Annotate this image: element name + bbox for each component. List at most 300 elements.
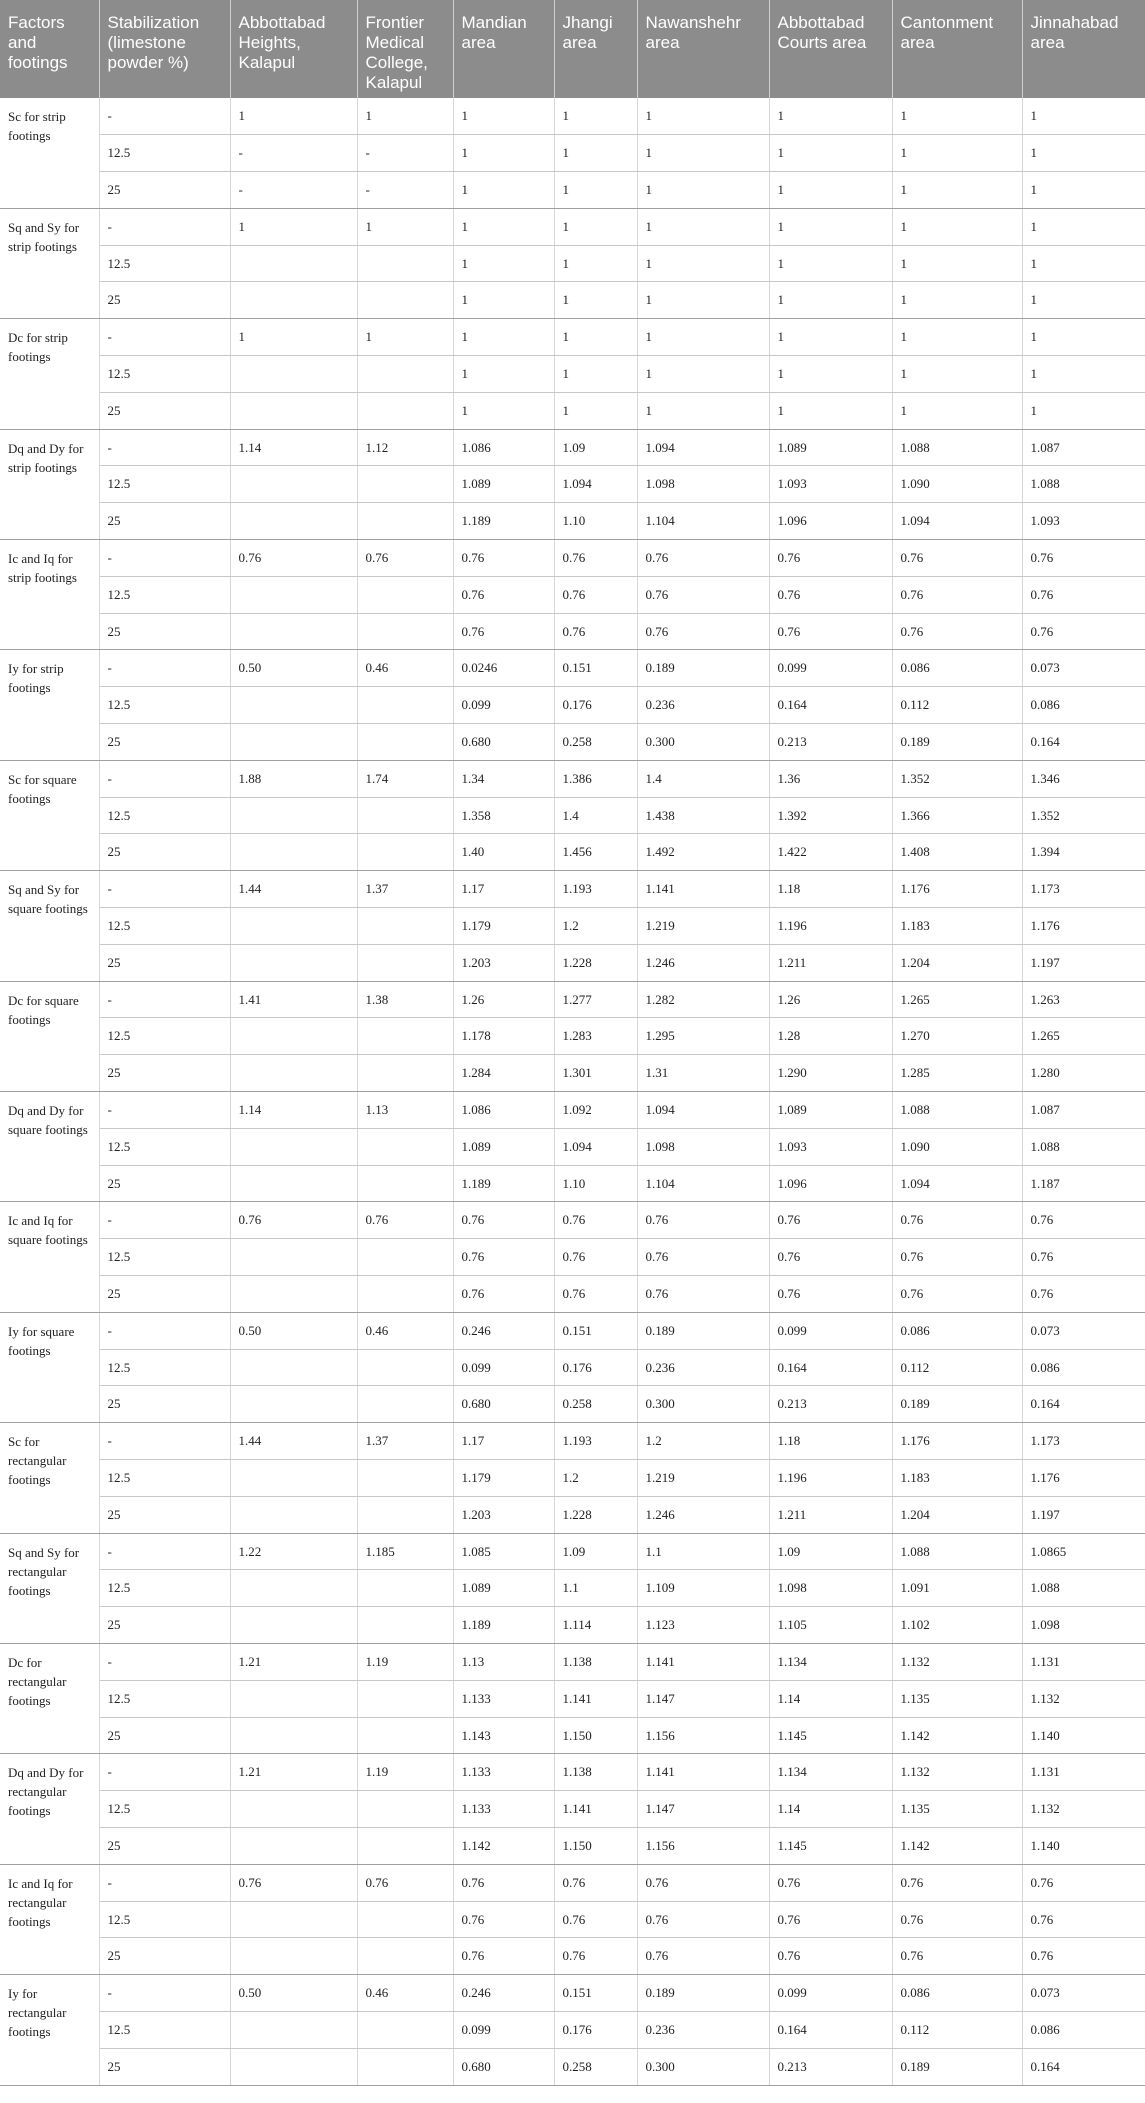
table-row <box>0 1202 1145 1239</box>
value-cell <box>230 1680 357 1717</box>
value-cell <box>230 576 357 613</box>
value-cell: 1.094 <box>892 1165 1022 1202</box>
stabilization-cell: 25 <box>99 724 230 761</box>
value-cell: 1.2 <box>637 1423 769 1460</box>
value-cell: 0.680 <box>453 724 554 761</box>
factor-cell: Dq and Dy for rectangular footings <box>0 1754 99 1864</box>
stabilization-cell: - <box>99 1312 230 1349</box>
value-cell: 1.123 <box>637 1607 769 1644</box>
value-cell: 0.76 <box>453 1938 554 1975</box>
value-cell: 1 <box>554 356 637 393</box>
value-cell: 0.76 <box>892 1276 1022 1313</box>
value-cell: 1.088 <box>892 1092 1022 1129</box>
table-header <box>0 0 1145 98</box>
header-cantonment: Cantonment area <box>892 0 1022 98</box>
value-cell: 1.18 <box>769 871 892 908</box>
value-cell: 1.19 <box>357 1754 453 1791</box>
value-cell: 1.134 <box>769 1754 892 1791</box>
value-cell: 1 <box>230 319 357 356</box>
value-cell: 1 <box>637 172 769 209</box>
value-cell: 1.134 <box>769 1643 892 1680</box>
value-cell: 0.76 <box>769 1239 892 1276</box>
value-cell: 1.189 <box>453 1607 554 1644</box>
value-cell: 0.76 <box>554 613 637 650</box>
factor-cell: Sc for strip footings <box>0 98 99 208</box>
value-cell <box>230 1018 357 1055</box>
table-row <box>0 1754 1145 1791</box>
value-cell: 1.088 <box>1022 1128 1145 1165</box>
value-cell: 1.219 <box>637 1459 769 1496</box>
value-cell: 1.211 <box>769 944 892 981</box>
value-cell: 0.086 <box>892 1312 1022 1349</box>
value-cell: 0.76 <box>554 576 637 613</box>
value-cell: 0.086 <box>1022 687 1145 724</box>
value-cell: 1 <box>892 98 1022 135</box>
stabilization-cell: 12.5 <box>99 356 230 393</box>
value-cell: 1.197 <box>1022 944 1145 981</box>
value-cell: 1.091 <box>892 1570 1022 1607</box>
stabilization-cell: - <box>99 871 230 908</box>
value-cell: 1.094 <box>554 1128 637 1165</box>
value-cell: 0.099 <box>453 1349 554 1386</box>
stabilization-cell: - <box>99 429 230 466</box>
value-cell <box>357 2048 453 2085</box>
factor-cell: Ic and Iq for square footings <box>0 1202 99 1312</box>
value-cell: 1.219 <box>637 908 769 945</box>
value-cell <box>357 245 453 282</box>
header-abbottabad-courts: Abbottabad Courts area <box>769 0 892 98</box>
value-cell: 1 <box>769 135 892 172</box>
value-cell: 0.76 <box>453 1276 554 1313</box>
value-cell <box>357 1791 453 1828</box>
value-cell: 0.76 <box>554 1276 637 1313</box>
value-cell: 0.76 <box>1022 1202 1145 1239</box>
value-cell: 1.295 <box>637 1018 769 1055</box>
value-cell <box>357 1607 453 1644</box>
value-cell: 1.263 <box>1022 981 1145 1018</box>
table-row <box>0 1496 1145 1533</box>
value-cell: 1.132 <box>1022 1680 1145 1717</box>
stabilization-cell: - <box>99 760 230 797</box>
value-cell: 1.133 <box>453 1680 554 1717</box>
table-row <box>0 1570 1145 1607</box>
value-cell: 1.176 <box>892 1423 1022 1460</box>
value-cell: 1 <box>1022 392 1145 429</box>
value-cell: 1.2 <box>554 1459 637 1496</box>
table-row <box>0 760 1145 797</box>
value-cell: 1.132 <box>1022 1791 1145 1828</box>
value-cell: 1.114 <box>554 1607 637 1644</box>
value-cell <box>230 1717 357 1754</box>
value-cell: 0.76 <box>357 1864 453 1901</box>
value-cell: 1.22 <box>230 1533 357 1570</box>
value-cell: 0.76 <box>892 1938 1022 1975</box>
value-cell: 1 <box>892 392 1022 429</box>
value-cell: 1.109 <box>637 1570 769 1607</box>
table-row <box>0 981 1145 1018</box>
stabilization-cell: 25 <box>99 503 230 540</box>
table-row <box>0 98 1145 135</box>
value-cell <box>357 797 453 834</box>
factor-cell: Dq and Dy for strip footings <box>0 429 99 539</box>
value-cell: 1.40 <box>453 834 554 871</box>
value-cell: 1.392 <box>769 797 892 834</box>
value-cell: 0.76 <box>769 613 892 650</box>
value-cell: 0.76 <box>453 613 554 650</box>
value-cell: 0.099 <box>769 1975 892 2012</box>
value-cell: 0.76 <box>769 1938 892 1975</box>
stabilization-cell: 25 <box>99 1717 230 1754</box>
value-cell: 1 <box>769 392 892 429</box>
table-row <box>0 576 1145 613</box>
value-cell: 0.176 <box>554 1349 637 1386</box>
value-cell: 0.50 <box>230 1312 357 1349</box>
table-row <box>0 1128 1145 1165</box>
value-cell: 0.76 <box>453 576 554 613</box>
value-cell: 1.41 <box>230 981 357 1018</box>
value-cell: 1.135 <box>892 1791 1022 1828</box>
factor-cell: Sq and Sy for strip footings <box>0 208 99 318</box>
value-cell: 0.46 <box>357 1312 453 1349</box>
value-cell: 1 <box>1022 98 1145 135</box>
stabilization-cell: 25 <box>99 1938 230 1975</box>
value-cell: 1.38 <box>357 981 453 1018</box>
value-cell: 1 <box>357 98 453 135</box>
value-cell: 0.236 <box>637 1349 769 1386</box>
value-cell: 1 <box>453 356 554 393</box>
value-cell: 1.140 <box>1022 1827 1145 1864</box>
value-cell: 1.270 <box>892 1018 1022 1055</box>
value-cell: 1.193 <box>554 1423 637 1460</box>
value-cell: 1.285 <box>892 1055 1022 1092</box>
value-cell: 1 <box>892 172 1022 209</box>
factor-cell: Dc for rectangular footings <box>0 1643 99 1753</box>
value-cell: 0.76 <box>637 1276 769 1313</box>
value-cell: 1 <box>554 208 637 245</box>
value-cell: - <box>357 172 453 209</box>
stabilization-cell: 25 <box>99 1055 230 1092</box>
value-cell: 1 <box>892 282 1022 319</box>
value-cell: 0.176 <box>554 2011 637 2048</box>
value-cell: 1.26 <box>769 981 892 1018</box>
value-cell: 1 <box>637 245 769 282</box>
value-cell: 1.176 <box>1022 908 1145 945</box>
value-cell: 1.140 <box>1022 1717 1145 1754</box>
factor-cell: Sq and Sy for rectangular footings <box>0 1533 99 1643</box>
stabilization-cell: 12.5 <box>99 1570 230 1607</box>
stabilization-cell: - <box>99 1975 230 2012</box>
value-cell: 1 <box>1022 356 1145 393</box>
value-cell: 1.17 <box>453 1423 554 1460</box>
value-cell: 1.090 <box>892 466 1022 503</box>
value-cell: 1.09 <box>554 1533 637 1570</box>
value-cell: 0.176 <box>554 687 637 724</box>
value-cell: 0.76 <box>554 1202 637 1239</box>
factor-cell: Iy for strip footings <box>0 650 99 760</box>
value-cell: 0.76 <box>1022 1864 1145 1901</box>
value-cell: 0.213 <box>769 1386 892 1423</box>
value-cell: 0.164 <box>769 2011 892 2048</box>
value-cell <box>357 282 453 319</box>
value-cell: 1.09 <box>769 1533 892 1570</box>
stabilization-cell: 25 <box>99 1496 230 1533</box>
value-cell: 1.1 <box>554 1570 637 1607</box>
value-cell: - <box>230 172 357 209</box>
table-row <box>0 1092 1145 1129</box>
stabilization-cell: - <box>99 1864 230 1901</box>
stabilization-cell: 12.5 <box>99 1018 230 1055</box>
value-cell: 0.086 <box>1022 1349 1145 1386</box>
value-cell: 0.086 <box>1022 2011 1145 2048</box>
stabilization-cell: 25 <box>99 2048 230 2085</box>
value-cell: 0.246 <box>453 1975 554 2012</box>
value-cell: 1 <box>357 319 453 356</box>
stabilization-cell: 12.5 <box>99 1901 230 1938</box>
value-cell: 1.26 <box>453 981 554 1018</box>
value-cell: 1.14 <box>230 1092 357 1129</box>
value-cell: 1.141 <box>637 1643 769 1680</box>
stabilization-cell: 25 <box>99 172 230 209</box>
value-cell <box>230 1570 357 1607</box>
header-jhangi: Jhangi area <box>554 0 637 98</box>
value-cell: 0.164 <box>1022 724 1145 761</box>
value-cell <box>357 1827 453 1864</box>
value-cell: - <box>357 135 453 172</box>
value-cell: 1.10 <box>554 1165 637 1202</box>
table-row <box>0 1276 1145 1313</box>
stabilization-cell: - <box>99 650 230 687</box>
value-cell: 0.236 <box>637 687 769 724</box>
table-row <box>0 834 1145 871</box>
value-cell: 1.265 <box>1022 1018 1145 1055</box>
value-cell: 0.76 <box>892 540 1022 577</box>
value-cell: 0.099 <box>769 650 892 687</box>
value-cell <box>230 1055 357 1092</box>
value-cell: 1.089 <box>769 429 892 466</box>
value-cell: 1.098 <box>637 466 769 503</box>
value-cell: 1.176 <box>892 871 1022 908</box>
value-cell: 0.76 <box>1022 576 1145 613</box>
value-cell: 1.098 <box>1022 1607 1145 1644</box>
value-cell: 1.37 <box>357 1423 453 1460</box>
value-cell: 0.112 <box>892 687 1022 724</box>
table-row <box>0 724 1145 761</box>
factor-cell: Dc for square footings <box>0 981 99 1091</box>
value-cell: 1.176 <box>1022 1459 1145 1496</box>
stabilization-cell: 12.5 <box>99 466 230 503</box>
value-cell: 1.193 <box>554 871 637 908</box>
value-cell: 1.456 <box>554 834 637 871</box>
table-row <box>0 1312 1145 1349</box>
value-cell: 1.36 <box>769 760 892 797</box>
value-cell: 0.76 <box>554 1938 637 1975</box>
value-cell: 1 <box>453 98 554 135</box>
value-cell: 1 <box>453 208 554 245</box>
value-cell: 1 <box>769 356 892 393</box>
value-cell: 1.246 <box>637 944 769 981</box>
value-cell <box>357 1901 453 1938</box>
value-cell: 1.094 <box>637 1092 769 1129</box>
value-cell: 0.246 <box>453 1312 554 1349</box>
table-row <box>0 1717 1145 1754</box>
value-cell: 1.13 <box>453 1643 554 1680</box>
value-cell: 1 <box>357 208 453 245</box>
header-abbottabad-heights: Abbottabad Heights, Kalapul <box>230 0 357 98</box>
value-cell: 1.179 <box>453 908 554 945</box>
value-cell: 1.088 <box>1022 1570 1145 1607</box>
stabilization-cell: - <box>99 1533 230 1570</box>
table-row <box>0 208 1145 245</box>
value-cell: 1 <box>769 282 892 319</box>
value-cell <box>230 1349 357 1386</box>
value-cell: 0.258 <box>554 2048 637 2085</box>
table-row <box>0 1459 1145 1496</box>
stabilization-cell: 25 <box>99 1386 230 1423</box>
value-cell: 1.211 <box>769 1496 892 1533</box>
value-cell: 0.76 <box>892 1239 1022 1276</box>
value-cell <box>230 944 357 981</box>
stabilization-cell: 12.5 <box>99 687 230 724</box>
value-cell: 1.277 <box>554 981 637 1018</box>
value-cell: 1.196 <box>769 908 892 945</box>
value-cell <box>230 1791 357 1828</box>
value-cell: 0.76 <box>1022 613 1145 650</box>
value-cell: 1.14 <box>230 429 357 466</box>
value-cell <box>357 576 453 613</box>
value-cell: 0.680 <box>453 2048 554 2085</box>
value-cell: 1.14 <box>769 1680 892 1717</box>
value-cell: 1.189 <box>453 1165 554 1202</box>
stabilization-cell: 25 <box>99 613 230 650</box>
value-cell: 1 <box>453 245 554 282</box>
value-cell: 1.089 <box>453 1570 554 1607</box>
table-body <box>0 98 1145 2085</box>
value-cell <box>230 1459 357 1496</box>
factor-cell: Dq and Dy for square footings <box>0 1092 99 1202</box>
table-row <box>0 1975 1145 2012</box>
value-cell: 1.089 <box>769 1092 892 1129</box>
value-cell: 1.203 <box>453 944 554 981</box>
value-cell <box>230 503 357 540</box>
stabilization-cell: - <box>99 98 230 135</box>
value-cell: 0.099 <box>453 687 554 724</box>
value-cell: 1.346 <box>1022 760 1145 797</box>
header-mandian: Mandian area <box>453 0 554 98</box>
value-cell <box>230 797 357 834</box>
value-cell <box>357 503 453 540</box>
value-cell: 1.147 <box>637 1680 769 1717</box>
value-cell <box>357 1496 453 1533</box>
value-cell: 1.141 <box>637 1754 769 1791</box>
table-row <box>0 245 1145 282</box>
value-cell <box>357 1349 453 1386</box>
value-cell: 1.290 <box>769 1055 892 1092</box>
stabilization-cell: 25 <box>99 1276 230 1313</box>
value-cell: 1 <box>554 98 637 135</box>
value-cell: 0.76 <box>892 576 1022 613</box>
table-row <box>0 1423 1145 1460</box>
value-cell: 1 <box>554 319 637 356</box>
value-cell: 1 <box>769 98 892 135</box>
value-cell: 0.213 <box>769 2048 892 2085</box>
value-cell: 0.258 <box>554 1386 637 1423</box>
value-cell: 1.156 <box>637 1827 769 1864</box>
value-cell: 0.164 <box>769 687 892 724</box>
value-cell: 1.265 <box>892 981 1022 1018</box>
value-cell: 1 <box>230 208 357 245</box>
value-cell: 1.096 <box>769 1165 892 1202</box>
value-cell: 1.44 <box>230 1423 357 1460</box>
table-row <box>0 1349 1145 1386</box>
value-cell: 0.151 <box>554 650 637 687</box>
value-cell: 1.145 <box>769 1717 892 1754</box>
value-cell: 0.189 <box>637 1312 769 1349</box>
value-cell: 1.14 <box>769 1791 892 1828</box>
value-cell: 1.156 <box>637 1717 769 1754</box>
value-cell: 1.352 <box>1022 797 1145 834</box>
value-cell: 1.28 <box>769 1018 892 1055</box>
value-cell: 1.090 <box>892 1128 1022 1165</box>
value-cell: 1.093 <box>769 466 892 503</box>
value-cell: 0.073 <box>1022 1975 1145 2012</box>
value-cell: 0.099 <box>453 2011 554 2048</box>
factor-cell: Iy for square footings <box>0 1312 99 1422</box>
value-cell: 1 <box>554 392 637 429</box>
value-cell: 1 <box>637 356 769 393</box>
value-cell: 0.76 <box>1022 540 1145 577</box>
stabilization-cell: 12.5 <box>99 1239 230 1276</box>
value-cell: 1.141 <box>637 871 769 908</box>
value-cell: 0.76 <box>230 1202 357 1239</box>
value-cell: 1.094 <box>554 466 637 503</box>
table-row <box>0 1055 1145 1092</box>
stabilization-cell: 25 <box>99 392 230 429</box>
value-cell <box>230 834 357 871</box>
value-cell: 1.143 <box>453 1717 554 1754</box>
value-cell: 1.492 <box>637 834 769 871</box>
value-cell: 1.386 <box>554 760 637 797</box>
value-cell: 1.13 <box>357 1092 453 1129</box>
value-cell: 0.099 <box>769 1312 892 1349</box>
stabilization-cell: - <box>99 540 230 577</box>
value-cell: 0.76 <box>769 1864 892 1901</box>
value-cell: 1.150 <box>554 1827 637 1864</box>
value-cell: 1.197 <box>1022 1496 1145 1533</box>
value-cell: 1.19 <box>357 1643 453 1680</box>
value-cell: 0.76 <box>769 1276 892 1313</box>
table-row <box>0 944 1145 981</box>
value-cell: 0.76 <box>637 1239 769 1276</box>
header-stabilization: Stabilization (limestone powder %) <box>99 0 230 98</box>
value-cell: 1.096 <box>769 503 892 540</box>
value-cell: 0.258 <box>554 724 637 761</box>
value-cell: 0.76 <box>1022 1276 1145 1313</box>
value-cell: 1.422 <box>769 834 892 871</box>
value-cell <box>357 1055 453 1092</box>
value-cell: 1.37 <box>357 871 453 908</box>
value-cell: 1.438 <box>637 797 769 834</box>
value-cell: 1.178 <box>453 1018 554 1055</box>
value-cell: 1 <box>453 172 554 209</box>
stabilization-cell: - <box>99 208 230 245</box>
value-cell: 0.76 <box>892 1864 1022 1901</box>
value-cell: 0.76 <box>637 1938 769 1975</box>
value-cell: 1.1 <box>637 1533 769 1570</box>
factor-cell: Dc for strip footings <box>0 319 99 429</box>
value-cell: 1.133 <box>453 1754 554 1791</box>
value-cell: 0.76 <box>1022 1901 1145 1938</box>
value-cell <box>230 356 357 393</box>
